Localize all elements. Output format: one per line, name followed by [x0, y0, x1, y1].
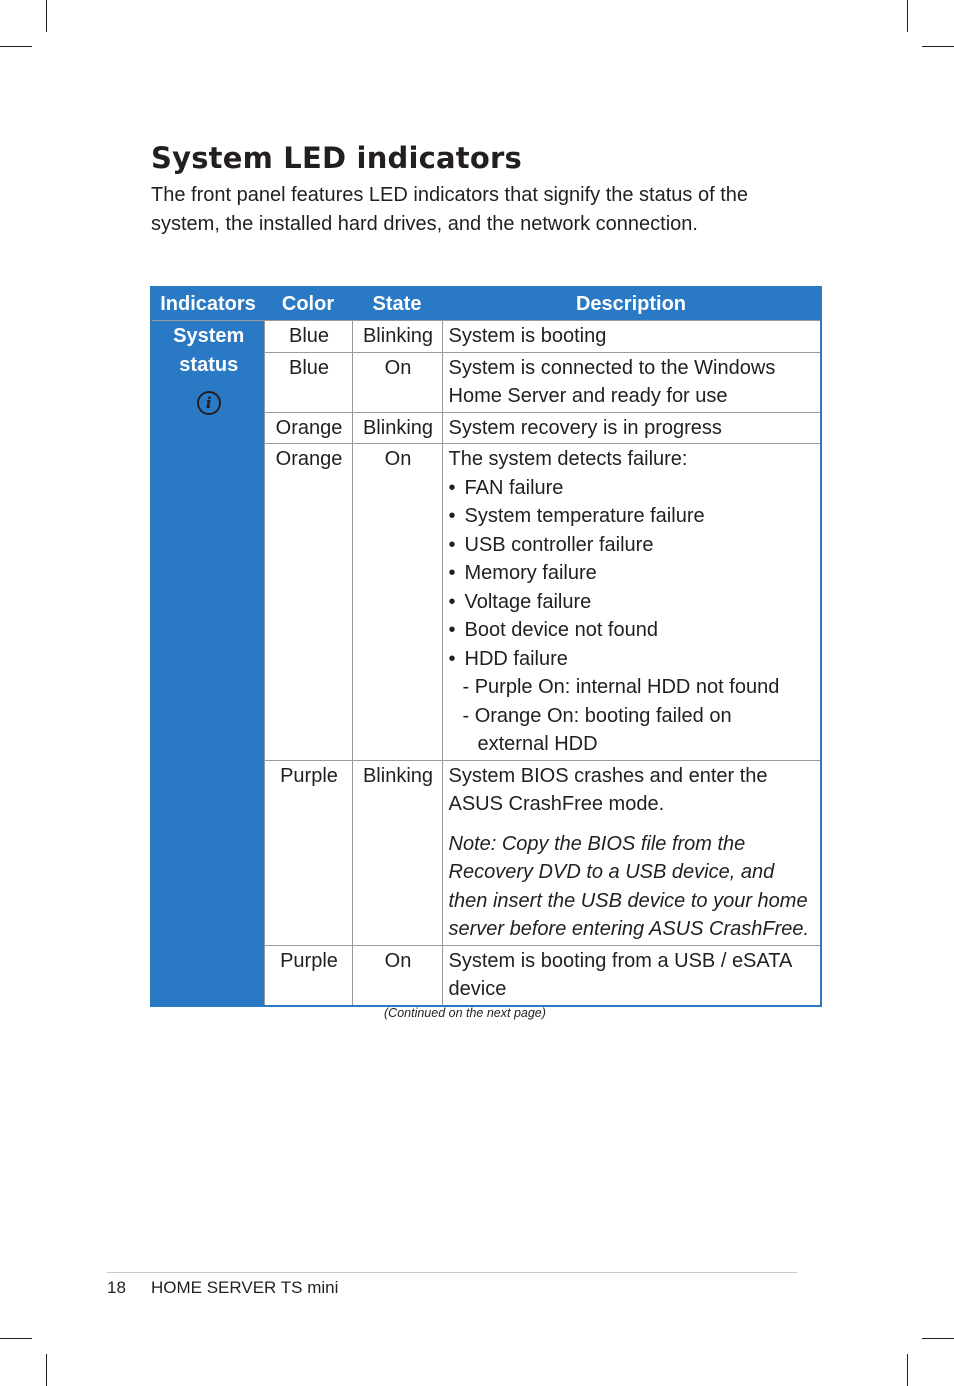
list-item: • HDD failure	[448, 647, 568, 670]
color-cell: Purple	[264, 760, 352, 945]
crop-mark	[0, 46, 32, 47]
description-cell	[442, 444, 821, 761]
list-item: • FAN failure	[448, 476, 564, 499]
hdd-detail: - Purple On: internal HDD not found	[462, 676, 780, 698]
crop-mark	[46, 0, 47, 32]
failure-list	[449, 474, 817, 674]
list-item: • USB controller failure	[448, 533, 654, 556]
list-item: • System temperature failure	[448, 505, 705, 527]
list-item: • Voltage failure	[448, 590, 592, 613]
crop-mark	[922, 1338, 954, 1339]
description-cell: System is booting	[442, 321, 821, 353]
state-cell: On	[352, 352, 442, 412]
indicator-label: System	[173, 325, 245, 347]
page-number: 18	[107, 1278, 126, 1297]
color-cell: Blue	[264, 321, 352, 353]
hdd-detail: - Orange On: booting failed on	[462, 704, 732, 727]
color-cell: Orange	[264, 412, 352, 444]
crop-mark	[46, 1354, 47, 1386]
header-indicators: Indicators	[151, 287, 264, 321]
crop-mark	[907, 0, 908, 32]
note-text: Note: Copy the BIOS file from the Recovery DVD to a USB device, and then insert the USB device to your home server before entering ASUS CrashFree.	[448, 832, 810, 940]
footer-divider	[107, 1272, 797, 1273]
indicator-label: status	[179, 353, 239, 376]
description-text: System BIOS crashes and enter the ASUS CrashFree mode.	[448, 764, 768, 815]
state-cell: On	[352, 945, 442, 1006]
color-cell: Blue	[264, 352, 352, 412]
description-cell: System is connected to the Windows Home Server and ready for use	[442, 352, 821, 412]
table-header-row	[151, 287, 821, 321]
continued-note: (Continued on the next page)	[384, 1006, 546, 1020]
table-row	[151, 321, 821, 353]
header-state: State	[352, 287, 442, 321]
state-cell: On	[352, 444, 442, 761]
list-item: • Boot device not found	[448, 619, 658, 641]
header-description: Description	[442, 287, 821, 321]
page-title: System LED indicators	[151, 141, 522, 175]
header-color: Color	[264, 287, 352, 321]
list-item: • Memory failure	[448, 562, 597, 584]
footer-title: HOME SERVER TS mini	[151, 1278, 339, 1297]
intro-paragraph: The front panel features LED indicators that signify the status of the system, the installed hard drives, and the network connection.	[151, 184, 749, 235]
description-cell: System is booting from a USB / eSATA device	[442, 945, 821, 1006]
hdd-detail: external HDD	[477, 733, 598, 755]
info-icon: i	[197, 391, 221, 415]
state-cell: Blinking	[352, 321, 442, 353]
failure-intro: The system detects failure:	[448, 448, 688, 470]
indicator-cell	[151, 321, 264, 1006]
color-cell: Orange	[264, 444, 352, 761]
crop-mark	[922, 46, 954, 47]
description-cell	[442, 760, 821, 945]
state-cell: Blinking	[352, 760, 442, 945]
description-cell: System recovery is in progress	[442, 412, 821, 444]
led-indicator-table	[150, 286, 822, 1007]
state-cell: Blinking	[352, 412, 442, 444]
crop-mark	[0, 1338, 32, 1339]
color-cell: Purple	[264, 945, 352, 1006]
crop-mark	[907, 1354, 908, 1386]
